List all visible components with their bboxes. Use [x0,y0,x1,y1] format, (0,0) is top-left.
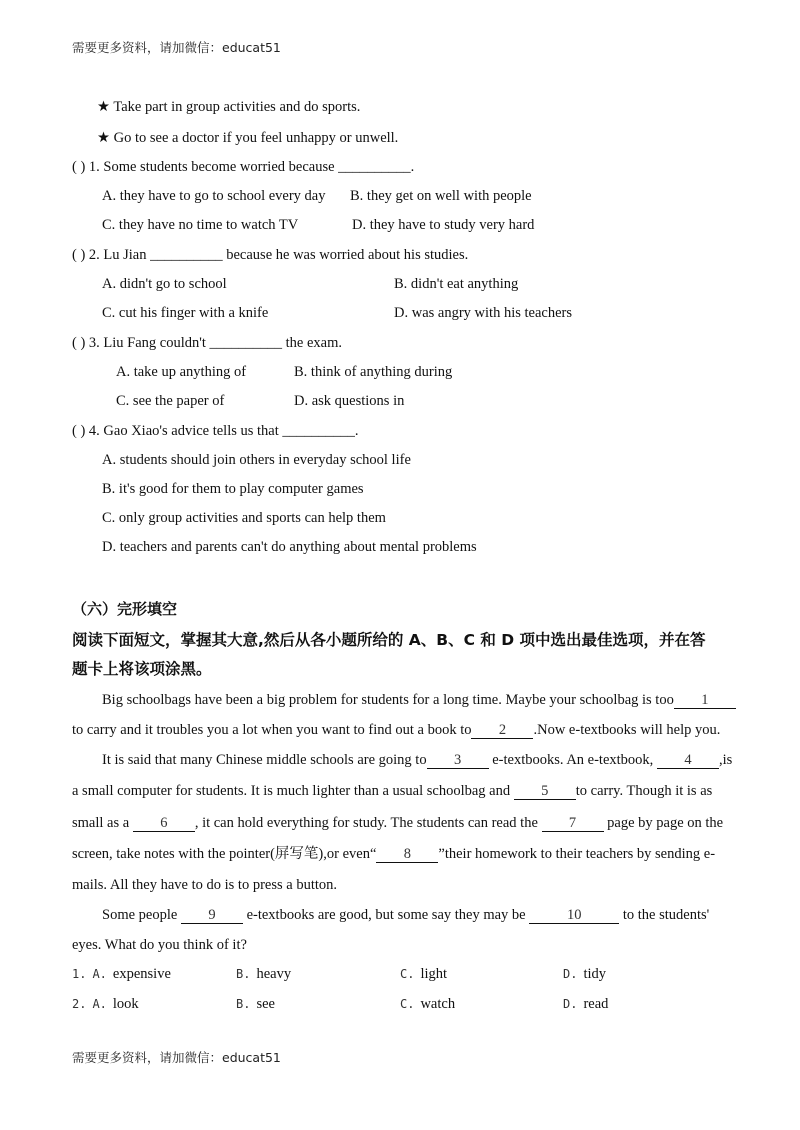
blank-9: 9 [181,908,243,924]
question-1-option-b: B. they get on well with people [350,188,532,204]
choice-number: 2. [72,997,87,1011]
choice-row-1-option-d [563,966,606,983]
question-3-option-b: B. think of anything during [294,364,453,380]
choice-row-2-option-b [236,996,275,1013]
choice-letter: A. [92,997,107,1011]
choice-row-1-option-b [236,966,291,983]
question-4-option-c: C. only group activities and sports can help them [102,510,386,526]
passage-text: , it can hold everything for study. The students can read the [194,815,542,831]
passage-text: to carry and it troubles you a lot when you want to find out a book to [72,722,472,738]
page-footer: 需要更多资料，请加微信：educat51 [72,1050,281,1065]
choice-row-2-option-d [563,996,608,1013]
choice-text: read [583,996,609,1012]
choice-text: tidy [583,966,607,982]
section-title: （六）完形填空 [72,600,178,618]
choice-row-2-option-c [400,996,455,1013]
passage-line-4 [72,782,712,800]
blank-2: 2 [471,723,533,739]
passage-line-5 [72,814,723,832]
question-2-stem: ( ) 2. Lu Jian __________ because he was worried about his studies. [72,247,469,263]
passage-text: It is said that many Chinese middle schools are going to [102,752,427,768]
blank-8: 8 [376,847,438,863]
blank-6: 6 [133,816,195,832]
passage-line-7: mails. All they have to do is to press a button. [72,877,338,893]
question-3-option-c: C. see the paper of [116,393,225,409]
question-4-stem: ( ) 4. Gao Xiao's advice tells us that __________. [72,423,359,439]
passage-line-6 [72,845,715,863]
passage-line-9: eyes. What do you think of it? [72,937,247,953]
question-3-option-d: D. ask questions in [294,393,405,409]
choice-letter: B. [236,997,251,1011]
passage-text: ”their homework to their teachers by sending e- [438,846,716,862]
choice-text: heavy [256,966,292,982]
passage-line-2 [72,721,720,739]
choice-text: look [112,996,139,1012]
passage-text: a small computer for students. It is much lighter than a usual schoolbag and [72,783,514,799]
question-1-option-d: D. they have to study very hard [352,217,535,233]
passage-text: .Now e-textbooks will help you. [533,722,721,738]
choice-letter: C. [400,967,415,981]
choice-row-1-option-c [400,966,447,983]
passage-text: to carry. Though it is as [575,783,713,799]
choice-letter: A. [92,967,107,981]
choice-letter: D. [563,967,578,981]
passage-text: screen, take notes with the pointer(屏写笔),or even“ [72,846,377,862]
question-1-stem: ( ) 1. Some students become worried because __________. [72,159,415,175]
passage-line-3 [102,751,732,769]
question-2-option-b: B. didn't eat anything [394,276,519,292]
passage-text: Big schoolbags have been a big problem for students for a long time. Maybe your schoolbag is too [102,692,674,708]
page-header: 需要更多资料，请加微信：educat51 [72,40,281,55]
passage-text: e-textbooks. An e-textbook, [488,752,657,768]
blank-5: 5 [514,784,576,800]
question-2-option-d: D. was angry with his teachers [394,305,572,321]
question-4-option-b: B. it's good for them to play computer games [102,481,364,497]
passage-text: to the students' [619,907,710,923]
choice-text: light [420,966,448,982]
question-3-option-a: A. take up anything of [116,364,247,380]
question-1-option-a: A. they have to go to school every day [102,188,326,204]
blank-4: 4 [657,753,719,769]
blank-1: 1 [674,693,736,709]
blank-10: 10 [529,908,619,924]
passage-text: small as a [72,815,133,831]
choice-text: expensive [112,966,171,982]
choice-number: 1. [72,967,87,981]
choice-row-1-option-a [72,966,171,983]
question-4-option-d: D. teachers and parents can't do anything about mental problems [102,539,477,555]
tip-line-1: ★ Take part in group activities and do sports. [97,99,361,115]
choice-letter: D. [563,997,578,1011]
instruction-line-1: 阅读下面短文，掌握其大意,然后从各小题所给的 A、B、C 和 D 项中选出最佳选项，并在答 [72,631,706,649]
choice-text: watch [420,996,456,1012]
instruction-line-2: 题卡上将该项涂黑。 [72,660,212,678]
passage-text: page by page on the [603,815,724,831]
tip-line-2: ★ Go to see a doctor if you feel unhappy or unwell. [97,130,399,146]
question-4-option-a: A. students should join others in everyday school life [102,452,411,468]
question-3-stem: ( ) 3. Liu Fang couldn't __________ the exam. [72,335,343,351]
choice-letter: C. [400,997,415,1011]
passage-text: ,is [718,752,733,768]
blank-3: 3 [427,753,489,769]
question-1-option-c: C. they have no time to watch TV [102,217,299,233]
question-2-option-c: C. cut his finger with a knife [102,305,269,321]
passage-line-8 [102,906,709,924]
choice-text: see [256,996,275,1012]
blank-7: 7 [542,816,604,832]
question-2-option-a: A. didn't go to school [102,276,227,292]
passage-text: e-textbooks are good, but some say they may be [242,907,530,923]
passage-text: Some people [102,907,181,923]
choice-letter: B. [236,967,251,981]
choice-row-2-option-a [72,996,139,1013]
passage-line-1 [102,691,736,709]
